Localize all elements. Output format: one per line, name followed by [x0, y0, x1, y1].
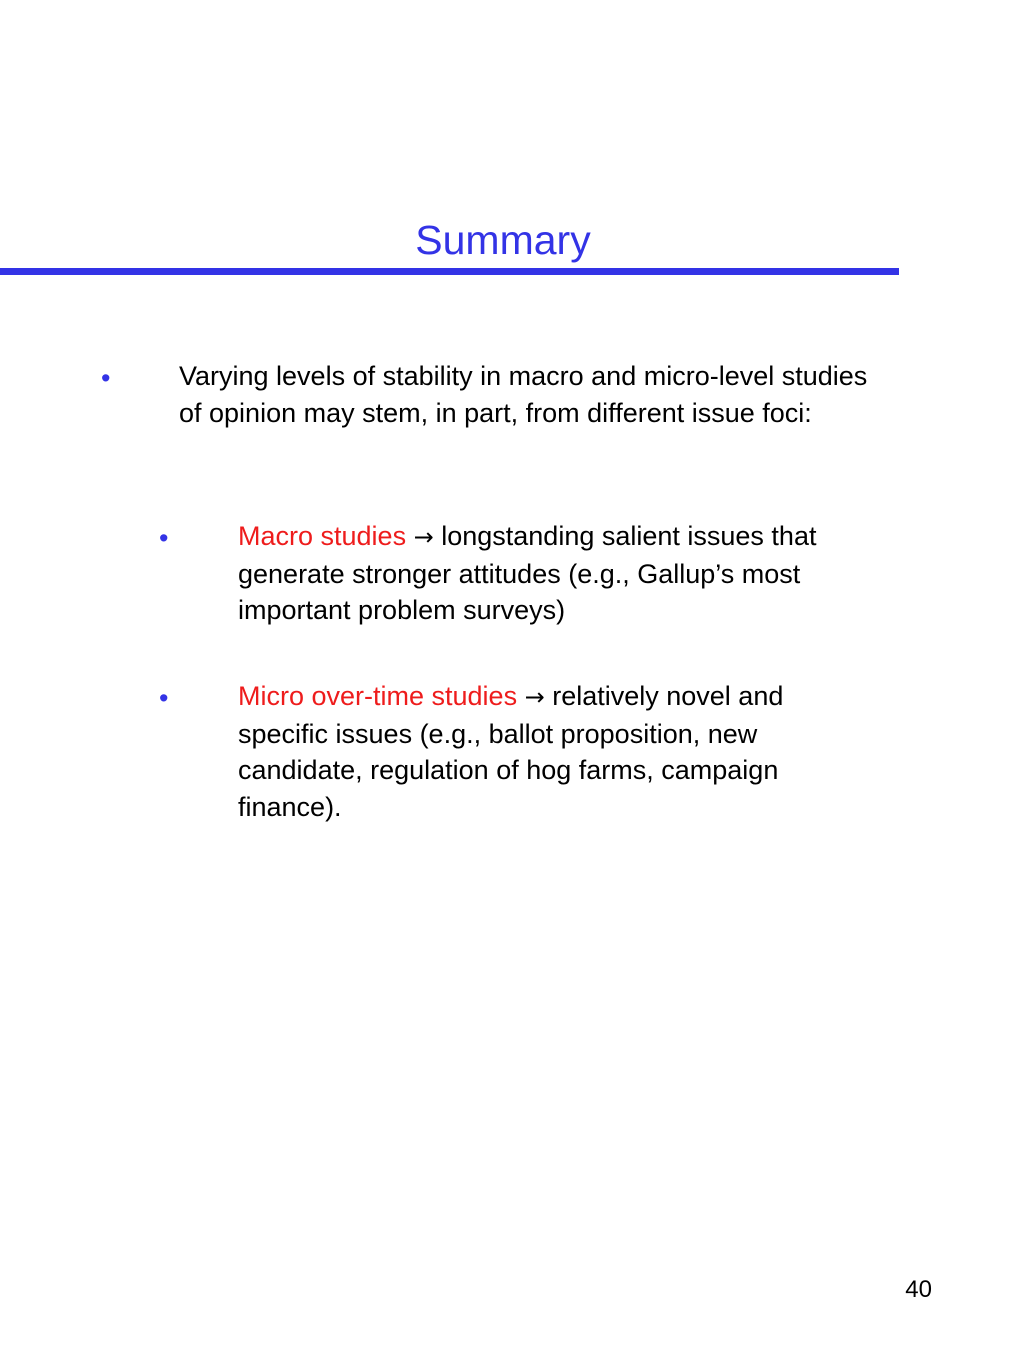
bullet-main-body: Varying levels of stability in macro and micro-level studies of opinion may stem, in part, from different issue foci:	[179, 361, 868, 428]
micro-studies-lead: Micro over-time studies	[238, 681, 518, 711]
macro-studies-lead: Macro studies	[238, 521, 407, 551]
bullet-marker: •	[159, 683, 169, 713]
right-arrow-icon: →	[524, 683, 545, 711]
bullet-marker: •	[101, 363, 111, 393]
right-arrow-icon: →	[413, 523, 434, 551]
page-number: 40	[905, 1276, 932, 1303]
title-underline	[0, 268, 899, 275]
bullet-marker: •	[159, 523, 169, 553]
bullet-main-text	[179, 358, 879, 431]
slide-title: Summary	[415, 217, 591, 263]
macro-studies-body: longstanding salient issues that generate stronger attitudes (e.g., Gallup’s most important problem surveys)	[238, 521, 817, 625]
bullet-micro-studies	[238, 678, 878, 825]
micro-studies-body: relatively novel and specific issues (e.g., ballot proposition, new candidate, regulation of hog farms, campaign finance).	[238, 681, 784, 822]
bullet-macro-studies	[238, 518, 918, 629]
